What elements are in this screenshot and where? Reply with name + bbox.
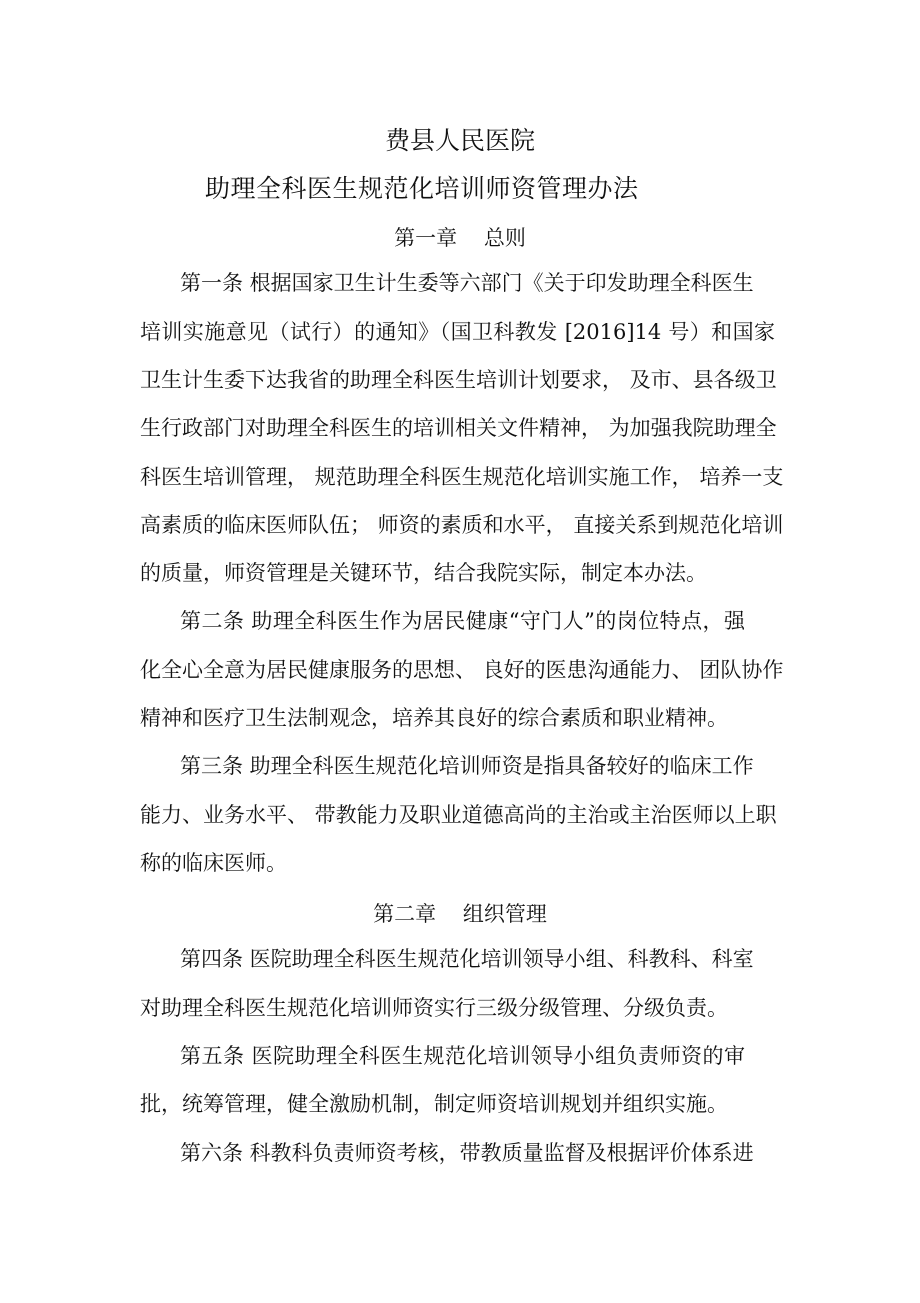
article-line: 称的临床医师。 bbox=[140, 851, 287, 875]
article-line: 对助理全科医生规范化培训师资实行三级分级管理、分级负责。 bbox=[140, 996, 728, 1020]
article-line: 卫生计生委下达我省的助理全科医生培训计划要求， 及市、县各级卫 bbox=[140, 368, 777, 392]
article-first-line: 第三条 助理全科医生规范化培训师资是指具备较好的临床工作 bbox=[180, 754, 754, 778]
article-line: 生行政部门对助理全科医生的培训相关文件精神， 为加强我院助理全 bbox=[140, 416, 777, 440]
article-line: 精神和医疗卫生法制观念，培养其良好的综合素质和职业精神。 bbox=[140, 706, 728, 730]
article-line: 的质量，师资管理是关键环节，结合我院实际，制定本办法。 bbox=[140, 561, 707, 585]
chapter-heading: 第二章 组织管理 bbox=[373, 902, 547, 926]
article-line: 培训实施意见（试行）的通知》（国卫科教发 [2016]14 号）和国家 bbox=[140, 320, 775, 344]
chapter-heading: 第一章 总则 bbox=[394, 226, 526, 250]
article-first-line: 第二条 助理全科医生作为居民健康“守门人”的岗位特点，强 bbox=[180, 609, 745, 633]
article-first-line: 第五条 医院助理全科医生规范化培训领导小组负责师资的审 bbox=[180, 1044, 745, 1068]
article-first-line: 第四条 医院助理全科医生规范化培训领导小组、科教科、科室 bbox=[180, 947, 754, 971]
article-first-line: 第六条 科教科负责师资考核，带教质量监督及根据评价体系进 bbox=[180, 1141, 754, 1165]
document-subtitle: 助理全科医生规范化培训师资管理办法 bbox=[205, 174, 639, 203]
article-line: 能力、业务水平、 带教能力及职业道德高尚的主治或主治医师以上职 bbox=[140, 803, 777, 827]
article-line: 高素质的临床医师队伍； 师资的素质和水平， 直接关系到规范化培训 bbox=[140, 513, 784, 537]
document-title: 费县人民医院 bbox=[384, 126, 535, 155]
article-line: 批，统筹管理，健全激励机制，制定师资培训规划并组织实施。 bbox=[140, 1092, 728, 1116]
article-first-line: 第一条 根据国家卫生计生委等六部门《关于印发助理全科医生 bbox=[180, 271, 754, 295]
article-line: 科医生培训管理， 规范助理全科医生规范化培训实施工作， 培养一支 bbox=[140, 465, 784, 489]
article-line: 化全心全意为居民健康服务的思想、 良好的医患沟通能力、 团队协作 bbox=[140, 658, 784, 682]
